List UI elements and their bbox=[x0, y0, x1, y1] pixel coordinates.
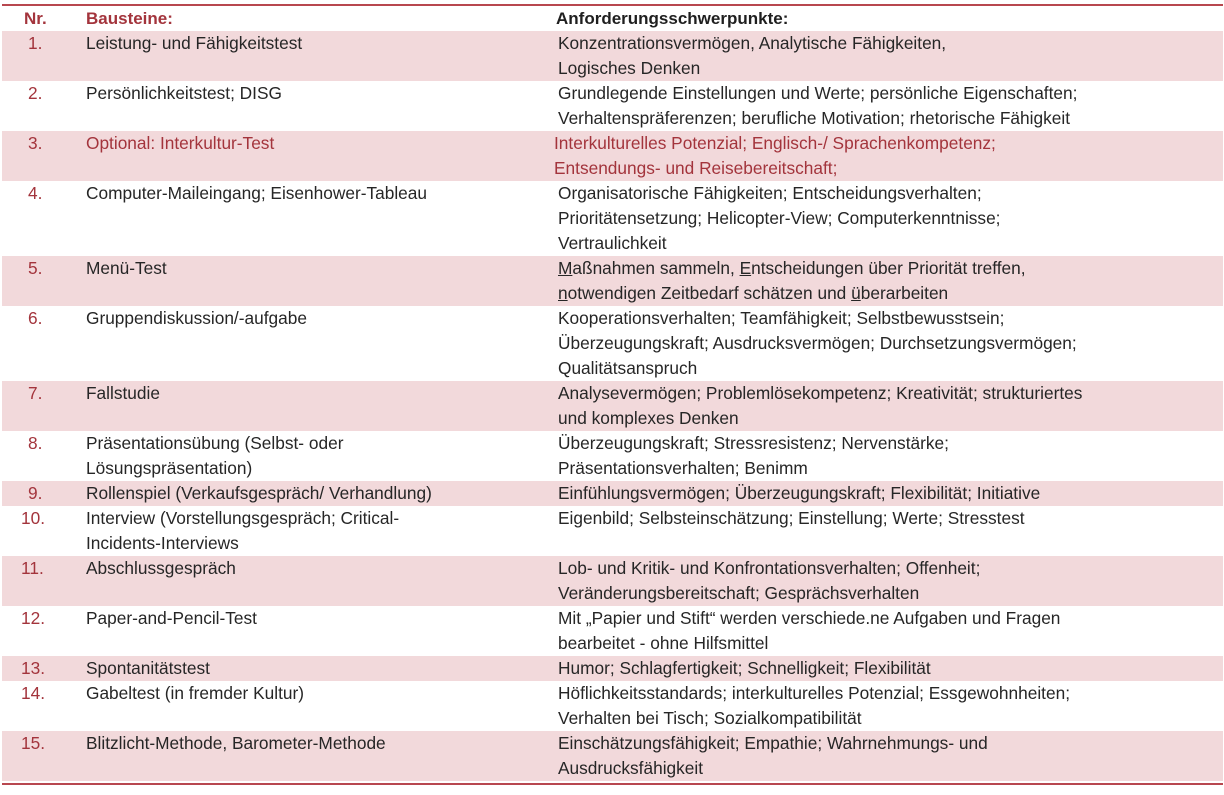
baustein-line: Abschlussgespräch bbox=[86, 558, 236, 578]
table-row bbox=[2, 681, 1223, 731]
baustein-line: Persönlichkeitstest; DISG bbox=[86, 83, 282, 103]
baustein-line: Blitzlicht-Methode, Barometer-Methode bbox=[86, 733, 386, 753]
baustein-cell bbox=[85, 481, 552, 506]
table-row bbox=[2, 381, 1223, 431]
baustein-cell bbox=[85, 81, 552, 131]
baustein-line: Optional: Interkultur-Test bbox=[86, 133, 275, 153]
table-row bbox=[2, 81, 1223, 131]
anforderung-cell bbox=[552, 481, 1223, 506]
table-header-row bbox=[2, 6, 1223, 31]
anforderung-line: Einfühlungsvermögen; Überzeugungskraft; Flexibilität; Initiative bbox=[558, 483, 1041, 503]
anforderung-line: Vertraulichkeit bbox=[558, 233, 667, 253]
baustein-line: Interview (Vorstellungsgespräch; Critical- bbox=[86, 508, 400, 528]
anforderung-line: Entsendungs- und Reisebereitschaft; bbox=[554, 158, 838, 178]
baustein-cell bbox=[85, 656, 552, 681]
anforderung-line: Überzeugungskraft; Stressresistenz; Nervenstärke; bbox=[558, 433, 949, 453]
baustein-cell bbox=[85, 731, 552, 781]
anforderung-line: Mit „Papier und Stift“ werden verschiede.ne Aufgaben und Fragen bbox=[558, 608, 1061, 628]
baustein-line: Rollenspiel (Verkaufsgespräch/ Verhandlung) bbox=[86, 483, 432, 503]
row-number: 15. bbox=[2, 731, 85, 781]
anforderung-line: und komplexes Denken bbox=[558, 408, 739, 428]
baustein-cell bbox=[85, 556, 552, 606]
baustein-cell bbox=[85, 431, 552, 481]
header-anforderungen: Anforderungsschwerpunkte: bbox=[556, 9, 789, 28]
row-number: 3. bbox=[2, 131, 85, 181]
table-row bbox=[2, 556, 1223, 606]
row-number: 12. bbox=[21, 608, 46, 628]
header-nr: Nr. bbox=[24, 9, 47, 28]
row-number: 10. bbox=[21, 508, 46, 528]
anforderung-cell bbox=[552, 381, 1223, 431]
anforderung-line: Grundlegende Einstellungen und Werte; persönliche Eigenschaften; bbox=[558, 83, 1078, 103]
row-number: 2. bbox=[28, 83, 43, 103]
anforderung-line: Kooperationsverhalten; Teamfähigkeit; Selbstbewusstsein; bbox=[558, 308, 1005, 328]
table-row bbox=[2, 481, 1223, 506]
anforderung-cell bbox=[552, 31, 1223, 81]
baustein-cell bbox=[85, 31, 552, 81]
header-bausteine: Bausteine: bbox=[86, 9, 173, 28]
baustein-line: Spontanitätstest bbox=[86, 658, 210, 678]
anforderung-line: notwendigen Zeitbedarf schätzen und überarbeiten bbox=[558, 283, 949, 303]
table-row bbox=[2, 131, 1223, 181]
anforderung-cell bbox=[552, 131, 1223, 181]
row-number: 6. bbox=[28, 308, 43, 328]
anforderung-cell bbox=[552, 181, 1223, 256]
baustein-cell bbox=[85, 506, 552, 556]
baustein-line: Lösungspräsentation) bbox=[86, 458, 253, 478]
baustein-cell bbox=[85, 131, 552, 181]
table-row bbox=[2, 656, 1223, 681]
anforderung-cell bbox=[552, 556, 1223, 606]
table-row bbox=[2, 306, 1223, 381]
anforderung-line: Höflichkeitsstandards; interkulturelles Potenzial; Essgewohnheiten; bbox=[558, 683, 1070, 703]
table-row bbox=[2, 31, 1223, 81]
baustein-line: Gruppendiskussion/-aufgabe bbox=[86, 308, 307, 328]
baustein-line: Incidents-Interviews bbox=[86, 533, 239, 553]
row-number: 8. bbox=[28, 433, 43, 453]
anforderung-line: Lob- und Kritik- und Konfrontationsverhalten; Offenheit; bbox=[558, 558, 981, 578]
baustein-cell bbox=[85, 181, 552, 256]
row-number: 4. bbox=[28, 183, 43, 203]
anforderung-cell bbox=[552, 731, 1223, 781]
table-row bbox=[2, 506, 1223, 556]
row-number: 5. bbox=[2, 256, 85, 306]
anforderung-line: Qualitätsanspruch bbox=[558, 358, 698, 378]
anforderung-cell bbox=[552, 81, 1223, 131]
row-number: 11. bbox=[2, 556, 85, 606]
anforderung-cell bbox=[552, 681, 1223, 731]
baustein-line: Paper-and-Pencil-Test bbox=[86, 608, 257, 628]
anforderung-line: Prioritätensetzung; Helicopter-View; Computerkenntnisse; bbox=[558, 208, 1001, 228]
table-row bbox=[2, 606, 1223, 656]
baustein-line: Gabeltest (in fremder Kultur) bbox=[86, 683, 305, 703]
anforderung-cell bbox=[552, 431, 1223, 481]
anforderung-cell bbox=[552, 506, 1223, 556]
anforderung-line: Logisches Denken bbox=[558, 58, 701, 78]
baustein-cell bbox=[85, 681, 552, 731]
row-number: 7. bbox=[2, 381, 85, 431]
anforderung-line: Veränderungsbereitschaft; Gesprächsverhalten bbox=[558, 583, 920, 603]
row-number: 9. bbox=[2, 481, 85, 506]
baustein-cell bbox=[85, 606, 552, 656]
anforderung-line: Interkulturelles Potenzial; Englisch-/ Sprachenkompetenz; bbox=[554, 133, 996, 153]
table-bottom-rule bbox=[2, 783, 1223, 785]
anforderung-line: Konzentrationsvermögen, Analytische Fähigkeiten, bbox=[558, 33, 947, 53]
table-body bbox=[2, 31, 1223, 781]
baustein-line: Computer-Maileingang; Eisenhower-Tableau bbox=[86, 183, 428, 203]
anforderung-line: bearbeitet - ohne Hilfsmittel bbox=[558, 633, 769, 653]
baustein-line: Leistung- und Fähigkeitstest bbox=[86, 33, 303, 53]
anforderung-line: Analysevermögen; Problemlösekompetenz; Kreativität; strukturiertes bbox=[558, 383, 1083, 403]
anforderung-line: Ausdrucksfähigkeit bbox=[558, 758, 704, 778]
baustein-line: Fallstudie bbox=[86, 383, 160, 403]
anforderung-line: Einschätzungsfähigkeit; Empathie; Wahrnehmungs- und bbox=[558, 733, 988, 753]
row-number: 14. bbox=[21, 683, 46, 703]
anforderung-line: Maßnahmen sammeln, Entscheidungen über Priorität treffen, bbox=[558, 258, 1026, 278]
table-row bbox=[2, 731, 1223, 781]
table-row bbox=[2, 431, 1223, 481]
anforderung-cell bbox=[552, 256, 1223, 306]
row-number: 13. bbox=[2, 656, 85, 681]
baustein-line: Präsentationsübung (Selbst- oder bbox=[86, 433, 344, 453]
anforderung-cell bbox=[552, 656, 1223, 681]
row-number: 1. bbox=[2, 31, 85, 81]
anforderung-cell bbox=[552, 306, 1223, 381]
anforderung-line: Eigenbild; Selbsteinschätzung; Einstellung; Werte; Stresstest bbox=[558, 508, 1025, 528]
table-row bbox=[2, 181, 1223, 256]
anforderung-line: Verhalten bei Tisch; Sozialkompatibilität bbox=[558, 708, 862, 728]
anforderung-cell bbox=[552, 606, 1223, 656]
baustein-cell bbox=[85, 306, 552, 381]
anforderung-line: Präsentationsverhalten; Benimm bbox=[558, 458, 808, 478]
baustein-cell bbox=[85, 256, 552, 306]
anforderung-line: Humor; Schlagfertigkeit; Schnelligkeit; Flexibilität bbox=[558, 658, 931, 678]
anforderung-line: Verhaltenspräferenzen; berufliche Motivation; rhetorische Fähigkeit bbox=[558, 108, 1070, 128]
baustein-cell bbox=[85, 381, 552, 431]
assessment-building-blocks-table bbox=[2, 6, 1223, 781]
anforderung-line: Organisatorische Fähigkeiten; Entscheidungsverhalten; bbox=[558, 183, 982, 203]
table-row bbox=[2, 256, 1223, 306]
baustein-line: Menü-Test bbox=[86, 258, 167, 278]
anforderung-line: Überzeugungskraft; Ausdrucksvermögen; Durchsetzungsvermögen; bbox=[558, 333, 1077, 353]
